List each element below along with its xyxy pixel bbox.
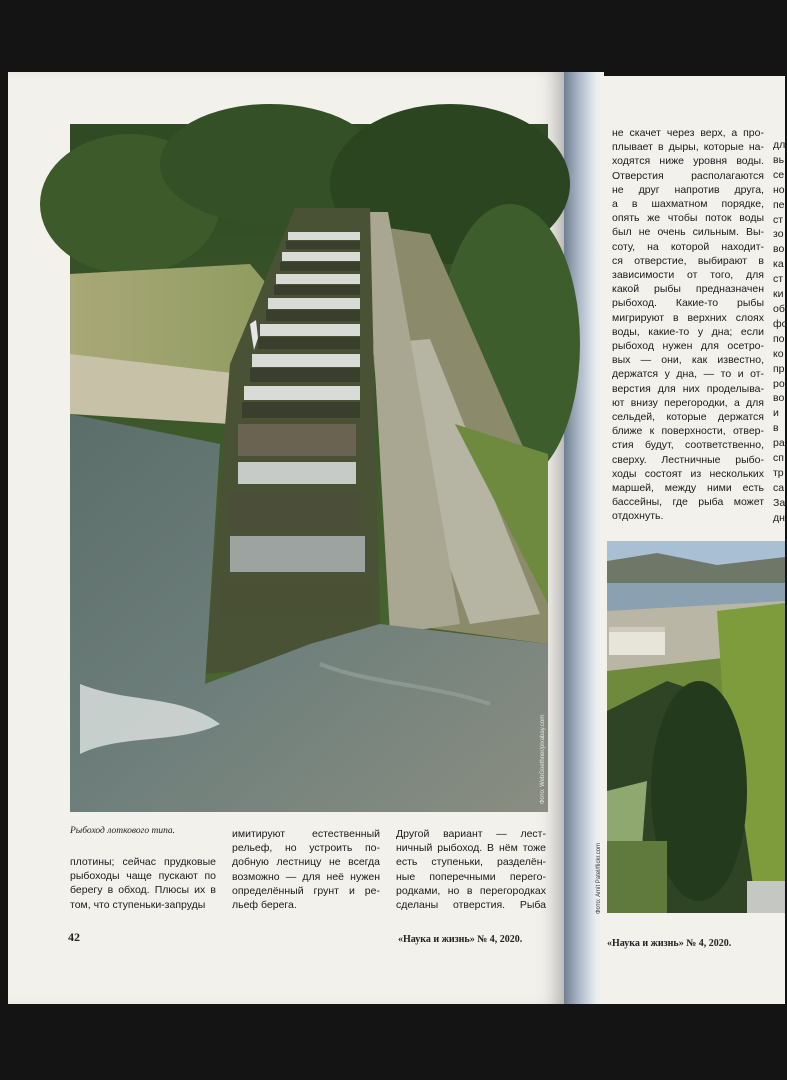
right-text-column <box>612 126 764 524</box>
text-line: стия будут, соответственно, <box>612 439 764 452</box>
dam-landscape-photo <box>607 541 785 913</box>
text-line: ближе к поверхности, отвер- <box>612 425 764 438</box>
text-line: плотины; сейчас прудковые <box>70 856 216 868</box>
text-fragment: ко <box>773 347 784 360</box>
text-line: маршей, между ними есть <box>612 482 764 495</box>
cut-off-column <box>773 138 787 526</box>
text-line: том, что ступеньки-запруды <box>70 898 206 911</box>
text-line: ходы состоят из нескольких <box>612 467 764 480</box>
text-fragment: дн <box>773 511 785 524</box>
text-line: ся отверстие, выбирают в <box>612 254 764 267</box>
text-line: воды, какие-то у дна; если <box>612 325 764 338</box>
right-photo-credit-text: Фото: Amit Patel/flickr.com <box>596 842 602 914</box>
text-fragment: об <box>773 302 785 315</box>
text-line: определённый грунт и ре- <box>232 884 380 897</box>
text-fragment: ст <box>773 213 784 226</box>
text-line: добную лестницу не всегда <box>232 856 380 869</box>
text-line: сверху. Лестничные рыбо- <box>612 453 764 466</box>
text-line: плывает в дыры, которые на- <box>612 141 764 154</box>
text-fragment: пр <box>773 362 785 375</box>
text-fragment: пе <box>773 198 785 211</box>
text-fragment: в <box>773 422 779 435</box>
text-fragment: во <box>773 243 785 256</box>
text-fragment: За <box>773 496 786 509</box>
text-line: рыбоход. Какие-то рыбы <box>612 297 764 310</box>
journal-footer-right: «Наука и жизнь» № 4, 2020. <box>607 938 732 949</box>
text-line: рельеф, но устроить по- <box>232 842 380 855</box>
text-fragment: тр <box>773 466 784 479</box>
text-fragment: се <box>773 168 785 181</box>
text-line: рыбоходы чаще пускают по <box>70 870 216 883</box>
text-fragment: ра <box>773 437 785 450</box>
text-line: соту, на которой находит- <box>612 240 764 253</box>
text-line: берегу в обход. Плюсы их в <box>70 884 216 897</box>
text-fragment: ки <box>773 288 784 301</box>
text-line: Отверстия располагаются <box>612 169 764 182</box>
text-line: зависимости от того, для <box>612 269 764 282</box>
text-line: Другой вариант — лест- <box>396 828 546 840</box>
text-line: был не очень сильным. Вы- <box>612 226 764 239</box>
text-line: льеф берега. <box>232 899 297 912</box>
text-fragment: сп <box>773 452 784 465</box>
text-fragment: и <box>773 407 779 420</box>
text-line: мигрируют в верхних слоях <box>612 311 764 324</box>
text-line: сделаны отверстия. Рыба <box>396 899 546 912</box>
text-line: есть ступеньки, разделён- <box>396 856 546 869</box>
text-line: ходятся ниже уровня воды. <box>612 155 764 168</box>
text-column-2 <box>232 827 380 912</box>
photo-credit: Фото: WebGoethner/pixabay.com <box>540 714 546 804</box>
fish-ladder-illustration <box>70 124 548 812</box>
text-fragment: вь <box>773 153 785 166</box>
text-fragment: ка <box>773 258 784 271</box>
text-column-3 <box>396 827 546 912</box>
text-line: возможно — для неё нужен <box>232 870 380 883</box>
text-fragment: ст <box>773 273 784 286</box>
text-fragment: дл <box>773 139 786 151</box>
text-line: не скачет через верх, а про- <box>612 127 764 139</box>
text-line: имитируют естественный <box>232 828 380 840</box>
journal-footer-left: «Наука и жизнь» № 4, 2020. <box>398 934 523 945</box>
text-line: родками, но в перегородках <box>396 884 546 897</box>
text-fragment: но <box>773 183 785 196</box>
page-number: 42 <box>68 930 80 944</box>
dam-landscape-illustration <box>607 541 785 913</box>
text-fragment: ро <box>773 377 785 390</box>
text-column-1 <box>70 855 216 912</box>
text-line: а в шахматном порядке, <box>612 198 764 211</box>
text-line: держатся у дна, — то и от- <box>612 368 764 381</box>
text-line: ют внизу перегородки, а для <box>612 396 764 409</box>
text-line: сельдей, которые держатся <box>612 411 764 424</box>
text-line: отдохнуть. <box>612 510 664 523</box>
text-fragment: са <box>773 481 785 494</box>
text-line: какой рыбы предназначен <box>612 283 764 296</box>
fish-ladder-photo <box>70 124 548 812</box>
text-line: бассейны, где рыба может <box>612 496 764 509</box>
text-fragment: во <box>773 392 785 405</box>
text-line: рыбоход нужен для осетро- <box>612 340 764 353</box>
text-line: опять же чтобы поток воды <box>612 212 764 225</box>
text-line: верстия для них проделыва- <box>612 382 764 395</box>
text-line: не друг напротив друга, <box>612 183 764 196</box>
photo-caption: Рыбоход лоткового типа. <box>70 826 176 836</box>
text-fragment: зо <box>773 228 784 241</box>
text-line: вых — они, как известно, <box>612 354 764 367</box>
text-line: ные поперечными перего- <box>396 870 546 883</box>
text-fragment: по <box>773 332 785 345</box>
text-fragment: фо <box>773 317 787 330</box>
text-line: ничный рыбоход. В нём тоже <box>396 842 546 855</box>
